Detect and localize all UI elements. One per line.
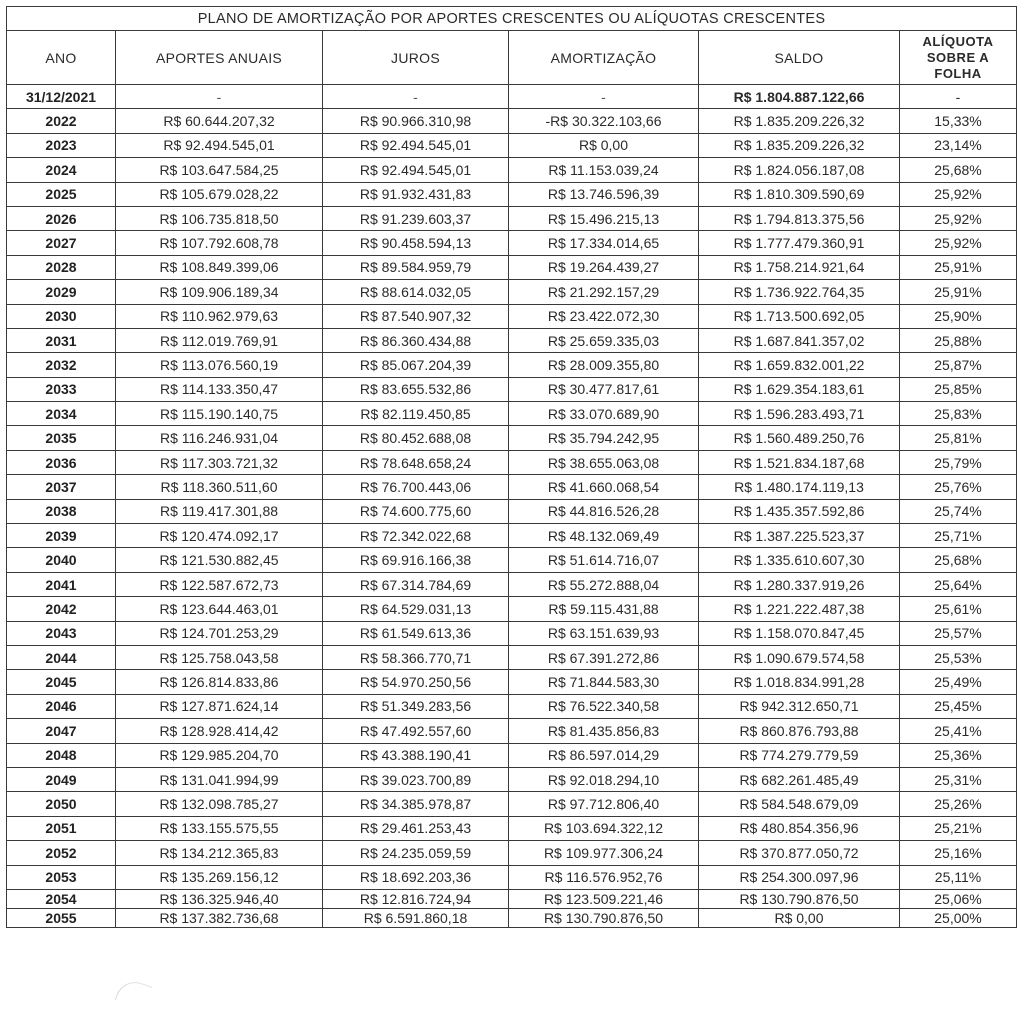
cell-aliquota: 25,79% [900,450,1017,474]
cell-juros: R$ 86.360.434,88 [323,328,509,352]
cell-aportes: R$ 112.019.769,91 [116,328,323,352]
cell-saldo: R$ 1.090.679.574,58 [699,645,900,669]
table-row [7,548,1017,572]
cell-juros: R$ 61.549.613,36 [323,621,509,645]
cell-saldo: R$ 1.777.479.360,91 [699,231,900,255]
cell-ano: 2044 [7,645,116,669]
cell-amortizacao: R$ 25.659.335,03 [509,328,699,352]
cell-amortizacao: R$ 35.794.242,95 [509,426,699,450]
cell-saldo: R$ 860.876.793,88 [699,719,900,743]
cell-aportes: R$ 121.530.882,45 [116,548,323,572]
cell-aportes: R$ 109.906.189,34 [116,280,323,304]
cell-saldo: R$ 1.596.283.493,71 [699,402,900,426]
cell-juros: R$ 12.816.724,94 [323,889,509,908]
cell-saldo: R$ 1.835.209.226,32 [699,133,900,157]
aliquota-header-line: FOLHA [934,65,982,81]
table-row [7,597,1017,621]
cell-aportes: R$ 114.133.350,47 [116,377,323,401]
cell-aliquota: 23,14% [900,133,1017,157]
cell-ano: 2038 [7,499,116,523]
column-header-juros: JUROS [323,31,509,85]
cell-aportes: R$ 128.928.414,42 [116,719,323,743]
cell-saldo: R$ 1.521.834.187,68 [699,450,900,474]
cell-aportes: R$ 116.246.931,04 [116,426,323,450]
cell-ano: 2047 [7,719,116,743]
table-row [7,572,1017,596]
cell-amortizacao: R$ 51.614.716,07 [509,548,699,572]
amortization-plan-sheet [6,6,1016,928]
cell-ano: 2049 [7,767,116,791]
cell-juros: R$ 76.700.443,06 [323,475,509,499]
cell-aportes: R$ 135.269.156,12 [116,865,323,889]
cell-saldo: R$ 1.824.056.187,08 [699,158,900,182]
cell-aportes: R$ 119.417.301,88 [116,499,323,523]
cell-saldo: R$ 682.261.485,49 [699,767,900,791]
table-row [7,231,1017,255]
table-row [7,908,1017,927]
cell-aliquota: 25,16% [900,841,1017,865]
cell-aliquota: 25,88% [900,328,1017,352]
cell-ano: 2043 [7,621,116,645]
cell-amortizacao: R$ 19.264.439,27 [509,255,699,279]
cell-saldo: R$ 1.736.922.764,35 [699,280,900,304]
cell-juros: R$ 64.529.031,13 [323,597,509,621]
cell-amortizacao: R$ 109.977.306,24 [509,841,699,865]
cell-ano: 2054 [7,889,116,908]
cell-aliquota: 25,36% [900,743,1017,767]
cell-juros: R$ 58.366.770,71 [323,645,509,669]
cell-aliquota: 25,81% [900,426,1017,450]
cell-aliquota: 25,21% [900,816,1017,840]
cell-saldo: R$ 254.300.097,96 [699,865,900,889]
cell-amortizacao: R$ 48.132.069,49 [509,524,699,548]
cell-aliquota: 25,11% [900,865,1017,889]
cell-amortizacao: R$ 86.597.014,29 [509,743,699,767]
cell-aliquota: 25,06% [900,889,1017,908]
cell-ano: 2052 [7,841,116,865]
table-row [7,475,1017,499]
cell-saldo: R$ 1.221.222.487,38 [699,597,900,621]
cell-aliquota: 25,45% [900,694,1017,718]
cell-aliquota: 25,83% [900,402,1017,426]
table-row [7,841,1017,865]
cell-amortizacao: R$ 123.509.221,46 [509,889,699,908]
cell-amortizacao: R$ 103.694.322,12 [509,816,699,840]
cell-saldo: R$ 774.279.779,59 [699,743,900,767]
cell-saldo: R$ 1.713.500.692,05 [699,304,900,328]
cell-aportes: R$ 60.644.207,32 [116,109,323,133]
cell-amortizacao: R$ 21.292.157,29 [509,280,699,304]
cell-saldo: R$ 1.835.209.226,32 [699,109,900,133]
cell-aliquota: 25,26% [900,792,1017,816]
cell-aportes: R$ 108.849.399,06 [116,255,323,279]
cell-ano: 2028 [7,255,116,279]
cell-ano: 2026 [7,206,116,230]
table-row [7,670,1017,694]
cell-amortizacao: R$ 38.655.063,08 [509,450,699,474]
table-row [7,524,1017,548]
cell-juros: R$ 43.388.190,41 [323,743,509,767]
cell-aliquota: 25,00% [900,908,1017,927]
cell-aliquota: 25,31% [900,767,1017,791]
cell-aliquota: 25,85% [900,377,1017,401]
cell-juros: R$ 6.591.860,18 [323,908,509,927]
scan-artifact-mark [115,976,153,1010]
table-row [7,328,1017,352]
table-row [7,816,1017,840]
cell-amortizacao: R$ 23.422.072,30 [509,304,699,328]
cell-juros: R$ 34.385.978,87 [323,792,509,816]
cell-aportes: R$ 133.155.575,55 [116,816,323,840]
cell-saldo: R$ 1.480.174.119,13 [699,475,900,499]
cell-aportes: R$ 122.587.672,73 [116,572,323,596]
table-title: PLANO DE AMORTIZAÇÃO POR APORTES CRESCENTES OU ALÍQUOTAS CRESCENTES [7,7,1017,31]
cell-aportes: R$ 123.644.463,01 [116,597,323,621]
cell-aportes: R$ 120.474.092,17 [116,524,323,548]
cell-saldo: R$ 370.877.050,72 [699,841,900,865]
cell-saldo: R$ 0,00 [699,908,900,927]
cell-aliquota: 25,92% [900,231,1017,255]
cell-ano: 2031 [7,328,116,352]
table-row [7,694,1017,718]
table-row [7,377,1017,401]
cell-juros: R$ 69.916.166,38 [323,548,509,572]
cell-aliquota: 25,74% [900,499,1017,523]
cell-aportes: R$ 106.735.818,50 [116,206,323,230]
table-row [7,450,1017,474]
cell-amortizacao: R$ 55.272.888,04 [509,572,699,596]
table-title-row [7,7,1017,31]
cell-ano: 2033 [7,377,116,401]
cell-aportes: R$ 131.041.994,99 [116,767,323,791]
cell-aportes: R$ 134.212.365,83 [116,841,323,865]
cell-amortizacao: R$ 13.746.596,39 [509,182,699,206]
cell-juros: - [323,85,509,109]
cell-juros: R$ 83.655.532,86 [323,377,509,401]
cell-saldo: R$ 1.810.309.590,69 [699,182,900,206]
cell-ano: 2046 [7,694,116,718]
cell-saldo: R$ 942.312.650,71 [699,694,900,718]
cell-aliquota: 15,33% [900,109,1017,133]
cell-juros: R$ 51.349.283,56 [323,694,509,718]
cell-ano: 2034 [7,402,116,426]
table-row [7,255,1017,279]
cell-aportes: R$ 124.701.253,29 [116,621,323,645]
cell-ano: 2032 [7,353,116,377]
cell-amortizacao: R$ 17.334.014,65 [509,231,699,255]
cell-saldo: R$ 584.548.679,09 [699,792,900,816]
cell-amortizacao: R$ 28.009.355,80 [509,353,699,377]
cell-aportes: R$ 115.190.140,75 [116,402,323,426]
cell-aportes: R$ 118.360.511,60 [116,475,323,499]
table-row [7,792,1017,816]
cell-ano: 2030 [7,304,116,328]
cell-amortizacao: R$ 33.070.689,90 [509,402,699,426]
cell-amortizacao: R$ 15.496.215,13 [509,206,699,230]
cell-amortizacao: R$ 11.153.039,24 [509,158,699,182]
cell-ano: 2055 [7,908,116,927]
cell-amortizacao: R$ 67.391.272,86 [509,645,699,669]
cell-saldo: R$ 1.687.841.357,02 [699,328,900,352]
cell-aportes: R$ 110.962.979,63 [116,304,323,328]
cell-ano: 2042 [7,597,116,621]
cell-amortizacao: R$ 97.712.806,40 [509,792,699,816]
cell-ano: 2023 [7,133,116,157]
table-row [7,499,1017,523]
cell-saldo: R$ 1.387.225.523,37 [699,524,900,548]
cell-juros: R$ 92.494.545,01 [323,133,509,157]
cell-amortizacao: R$ 59.115.431,88 [509,597,699,621]
table-row [7,133,1017,157]
table-row [7,889,1017,908]
cell-juros: R$ 85.067.204,39 [323,353,509,377]
cell-juros: R$ 82.119.450,85 [323,402,509,426]
table-row [7,402,1017,426]
cell-aliquota: 25,61% [900,597,1017,621]
column-header-aliquota [900,31,1017,85]
cell-amortizacao: R$ 63.151.639,93 [509,621,699,645]
cell-ano: 2045 [7,670,116,694]
cell-amortizacao: R$ 44.816.526,28 [509,499,699,523]
cell-saldo: R$ 1.758.214.921,64 [699,255,900,279]
table-row [7,158,1017,182]
cell-aliquota: 25,90% [900,304,1017,328]
cell-juros: R$ 90.458.594,13 [323,231,509,255]
table-row [7,645,1017,669]
cell-amortizacao: -R$ 30.322.103,66 [509,109,699,133]
table-row [7,719,1017,743]
cell-ano: 2029 [7,280,116,304]
cell-juros: R$ 18.692.203,36 [323,865,509,889]
table-row [7,621,1017,645]
cell-ano: 2050 [7,792,116,816]
cell-aliquota: 25,49% [900,670,1017,694]
cell-aportes: R$ 136.325.946,40 [116,889,323,908]
cell-amortizacao: R$ 92.018.294,10 [509,767,699,791]
cell-aliquota: 25,92% [900,182,1017,206]
cell-ano: 2035 [7,426,116,450]
cell-aliquota: 25,91% [900,280,1017,304]
cell-ano: 2039 [7,524,116,548]
cell-aliquota: 25,92% [900,206,1017,230]
cell-juros: R$ 89.584.959,79 [323,255,509,279]
cell-amortizacao: R$ 76.522.340,58 [509,694,699,718]
table-row [7,109,1017,133]
cell-juros: R$ 88.614.032,05 [323,280,509,304]
cell-juros: R$ 54.970.250,56 [323,670,509,694]
column-header-saldo: SALDO [699,31,900,85]
cell-saldo: R$ 480.854.356,96 [699,816,900,840]
cell-juros: R$ 80.452.688,08 [323,426,509,450]
cell-aliquota: 25,41% [900,719,1017,743]
cell-ano: 2048 [7,743,116,767]
cell-ano: 2053 [7,865,116,889]
amortization-table [6,6,1017,928]
cell-amortizacao: - [509,85,699,109]
cell-saldo: R$ 130.790.876,50 [699,889,900,908]
cell-ano: 2041 [7,572,116,596]
cell-aportes: R$ 126.814.833,86 [116,670,323,694]
table-row [7,280,1017,304]
cell-amortizacao: R$ 30.477.817,61 [509,377,699,401]
cell-juros: R$ 74.600.775,60 [323,499,509,523]
cell-ano: 2036 [7,450,116,474]
cell-saldo: R$ 1.280.337.919,26 [699,572,900,596]
cell-saldo: R$ 1.018.834.991,28 [699,670,900,694]
column-header-amortizacao: AMORTIZAÇÃO [509,31,699,85]
table-row [7,206,1017,230]
cell-aportes: R$ 132.098.785,27 [116,792,323,816]
cell-aliquota: 25,87% [900,353,1017,377]
cell-aportes: R$ 117.303.721,32 [116,450,323,474]
table-row [7,767,1017,791]
cell-juros: R$ 47.492.557,60 [323,719,509,743]
cell-aportes: R$ 125.758.043,58 [116,645,323,669]
initial-balance-row [7,85,1017,109]
cell-juros: R$ 29.461.253,43 [323,816,509,840]
cell-ano: 2037 [7,475,116,499]
cell-aliquota: 25,68% [900,548,1017,572]
cell-aliquota: 25,91% [900,255,1017,279]
cell-juros: R$ 92.494.545,01 [323,158,509,182]
cell-saldo: R$ 1.435.357.592,86 [699,499,900,523]
cell-juros: R$ 87.540.907,32 [323,304,509,328]
cell-aportes: R$ 107.792.608,78 [116,231,323,255]
table-row [7,865,1017,889]
table-row [7,743,1017,767]
cell-ano: 2040 [7,548,116,572]
cell-aportes: R$ 113.076.560,19 [116,353,323,377]
aliquota-header-line: SOBRE A [926,49,990,65]
cell-amortizacao: R$ 0,00 [509,133,699,157]
cell-aliquota: 25,53% [900,645,1017,669]
column-header-ano: ANO [7,31,116,85]
cell-amortizacao: R$ 71.844.583,30 [509,670,699,694]
cell-juros: R$ 39.023.700,89 [323,767,509,791]
cell-ano: 2024 [7,158,116,182]
cell-saldo: R$ 1.158.070.847,45 [699,621,900,645]
cell-aportes: R$ 127.871.624,14 [116,694,323,718]
cell-aliquota: 25,71% [900,524,1017,548]
cell-aliquota: - [900,85,1017,109]
table-row [7,304,1017,328]
cell-ano: 2027 [7,231,116,255]
cell-aportes: R$ 129.985.204,70 [116,743,323,767]
cell-saldo: R$ 1.804.887.122,66 [699,85,900,109]
cell-saldo: R$ 1.794.813.375,56 [699,206,900,230]
column-header-aportes: APORTES ANUAIS [116,31,323,85]
cell-saldo: R$ 1.629.354.183,61 [699,377,900,401]
cell-juros: R$ 91.932.431,83 [323,182,509,206]
cell-aliquota: 25,68% [900,158,1017,182]
table-row [7,182,1017,206]
cell-amortizacao: R$ 41.660.068,54 [509,475,699,499]
cell-juros: R$ 78.648.658,24 [323,450,509,474]
cell-aliquota: 25,64% [900,572,1017,596]
cell-aliquota: 25,57% [900,621,1017,645]
cell-aportes: R$ 105.679.028,22 [116,182,323,206]
cell-ano: 2051 [7,816,116,840]
cell-amortizacao: R$ 116.576.952,76 [509,865,699,889]
cell-aportes: R$ 103.647.584,25 [116,158,323,182]
cell-amortizacao: R$ 130.790.876,50 [509,908,699,927]
table-row [7,426,1017,450]
cell-juros: R$ 91.239.603,37 [323,206,509,230]
cell-juros: R$ 90.966.310,98 [323,109,509,133]
cell-juros: R$ 72.342.022,68 [323,524,509,548]
cell-ano: 31/12/2021 [7,85,116,109]
cell-juros: R$ 67.314.784,69 [323,572,509,596]
cell-saldo: R$ 1.659.832.001,22 [699,353,900,377]
aliquota-header-line: ALÍQUOTA [922,33,994,49]
cell-ano: 2025 [7,182,116,206]
cell-saldo: R$ 1.335.610.607,30 [699,548,900,572]
cell-aliquota: 25,76% [900,475,1017,499]
cell-aportes: R$ 92.494.545,01 [116,133,323,157]
cell-juros: R$ 24.235.059,59 [323,841,509,865]
cell-amortizacao: R$ 81.435.856,83 [509,719,699,743]
cell-aportes: - [116,85,323,109]
column-header-row [7,31,1017,85]
table-row [7,353,1017,377]
cell-aportes: R$ 137.382.736,68 [116,908,323,927]
cell-saldo: R$ 1.560.489.250,76 [699,426,900,450]
cell-ano: 2022 [7,109,116,133]
